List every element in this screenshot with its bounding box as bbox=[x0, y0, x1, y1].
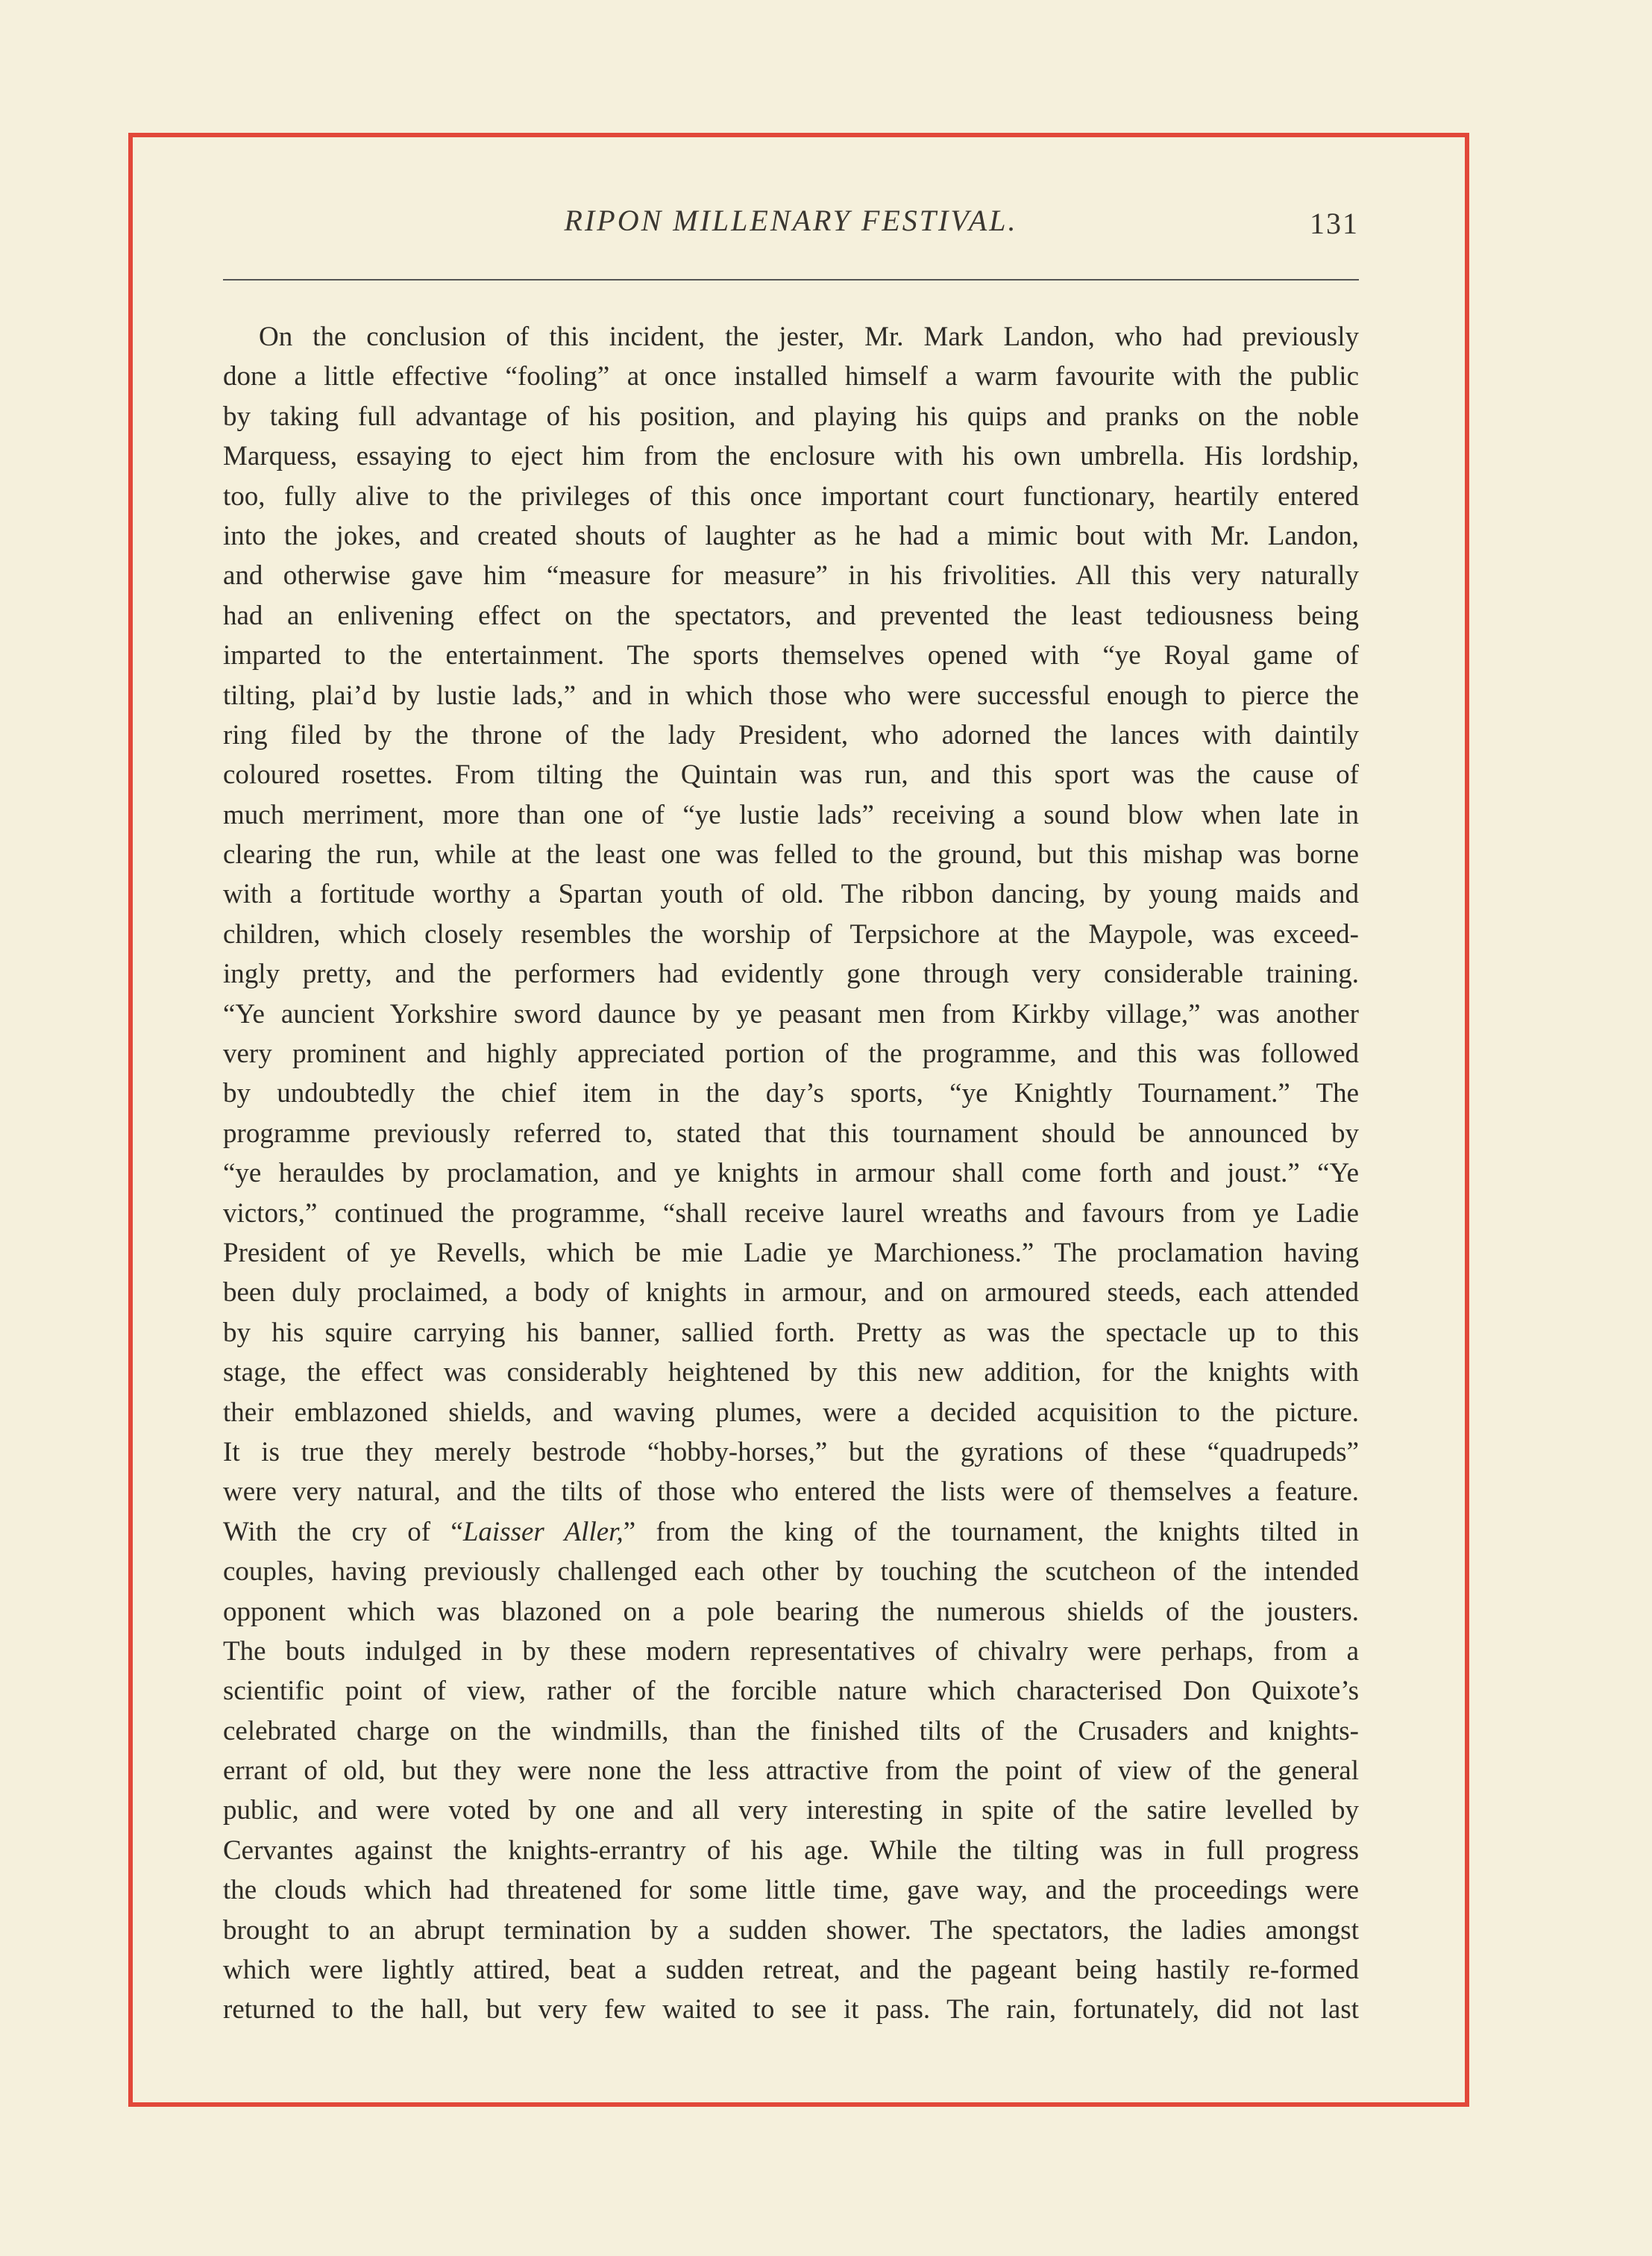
text-line: had an enlivening effect on the spectators, and prevented the least tediousness being bbox=[223, 600, 1359, 631]
text-segment: With the cry of “ bbox=[223, 1516, 463, 1547]
text-line: the clouds which had threatened for some little time, gave way, and the proceedings were bbox=[223, 1875, 1359, 1906]
text-line: On the conclusion of this incident, the jester, Mr. Mark Landon, who had previously bbox=[259, 322, 1359, 352]
text-line: been duly proclaimed, a body of knights in armour, and on armoured steeds, each attended bbox=[223, 1277, 1359, 1309]
text-line: imparted to the entertainment. The sports themselves opened with “ye Royal game of bbox=[223, 640, 1359, 671]
text-line: returned to the hall, but very few waited to see it pass. The rain, fortunately, did not last bbox=[223, 1994, 1359, 2025]
text-line: done a little effective “fooling” at once installed himself a warm favourite with the public bbox=[223, 361, 1359, 392]
text-line: children, which closely resembles the worship of Terpsichore at the Maypole, was exceed- bbox=[223, 918, 1359, 950]
text-line: coloured rosettes. From tilting the Quintain was run, and this sport was the cause of bbox=[223, 759, 1359, 791]
text-line bbox=[223, 1512, 1359, 1552]
text-line: The bouts indulged in by these modern representatives of chivalry were perhaps, from a bbox=[223, 1635, 1359, 1667]
text-line: tilting, plai’d by lustie lads,” and in which those who were successful enough to pierce the bbox=[223, 680, 1359, 711]
text-line: couples, having previously challenged each other by touching the scutcheon of the intended bbox=[223, 1556, 1359, 1588]
text-segment: ” from the king of the tournament, the knights tilted in bbox=[623, 1516, 1359, 1547]
running-title: RIPON MILLENARY FESTIVAL. bbox=[564, 204, 1018, 237]
text-line: with a fortitude worthy a Spartan youth of old. The ribbon dancing, by young maids and bbox=[223, 879, 1359, 910]
text-line: scientific point of view, rather of the forcible nature which characterised Don Quixote’s bbox=[223, 1676, 1359, 1707]
body-text bbox=[223, 317, 1359, 2030]
text-line: “Ye auncient Yorkshire sword daunce by ye peasant men from Kirkby village,” was another bbox=[223, 998, 1359, 1030]
header-rule bbox=[223, 279, 1359, 281]
text-line: opponent which was blazoned on a pole bearing the numerous shields of the jousters. bbox=[223, 1596, 1359, 1627]
text-line: ingly pretty, and the performers had evidently gone through very considerable training. bbox=[223, 959, 1359, 990]
page-number: 131 bbox=[1310, 207, 1359, 240]
text-line: by his squire carrying his banner, sallied forth. Pretty as was the spectacle up to this bbox=[223, 1317, 1359, 1348]
running-header bbox=[223, 203, 1359, 240]
text-line: Cervantes against the knights-errantry of his age. While the tilting was in full progress bbox=[223, 1834, 1359, 1866]
text-line: Marquess, essaying to eject him from the enclosure with his own umbrella. His lordship, bbox=[223, 441, 1359, 472]
text-line: too, fully alive to the privileges of this once important court functionary, heartily entered bbox=[223, 480, 1359, 512]
text-line: ring filed by the throne of the lady President, who adorned the lances with daintily bbox=[223, 719, 1359, 751]
text-line: President of ye Revells, which be mie Ladie ye Marchioness.” The proclamation having bbox=[223, 1237, 1359, 1268]
text-line: their emblazoned shields, and waving plumes, were a decided acquisition to the picture. bbox=[223, 1397, 1359, 1428]
text-line: victors,” continued the programme, “shall receive laurel wreaths and favours from ye Ladie bbox=[223, 1197, 1359, 1229]
text-line: and otherwise gave him “measure for measure” in his frivolities. All this very naturally bbox=[223, 560, 1359, 592]
text-line: brought to an abrupt termination by a sudden shower. The spectators, the ladies amongst bbox=[223, 1914, 1359, 1946]
text-line: errant of old, but they were none the less attractive from the point of view of the general bbox=[223, 1755, 1359, 1787]
text-line: which were lightly attired, beat a sudden retreat, and the pageant being hastily re-formed bbox=[223, 1955, 1359, 1986]
text-line: by taking full advantage of his position, and playing his quips and pranks on the noble bbox=[223, 401, 1359, 432]
text-line: into the jokes, and created shouts of laughter as he had a mimic bout with Mr. Landon, bbox=[223, 520, 1359, 551]
text-line: by undoubtedly the chief item in the day’s sports, “ye Knightly Tournament.” The bbox=[223, 1078, 1359, 1109]
text-line: celebrated charge on the windmills, than the finished tilts of the Crusaders and knights- bbox=[223, 1715, 1359, 1746]
text-line: “ye herauldes by proclamation, and ye knights in armour shall come forth and joust.” “Ye bbox=[223, 1158, 1359, 1189]
text-line: public, and were voted by one and all very interesting in spite of the satire levelled by bbox=[223, 1795, 1359, 1826]
italic-phrase: Laisser Aller, bbox=[462, 1516, 624, 1547]
text-line: much merriment, more than one of “ye lustie lads” receiving a sound blow when late in bbox=[223, 799, 1359, 830]
text-line: stage, the effect was considerably heightened by this new addition, for the knights with bbox=[223, 1357, 1359, 1388]
text-line: programme previously referred to, stated that this tournament should be announced by bbox=[223, 1118, 1359, 1149]
text-line: clearing the run, while at the least one was felled to the ground, but this mishap was borne bbox=[223, 839, 1359, 871]
text-line: It is true they merely bestrode “hobby-horses,” but the gyrations of these “quadrupeds” bbox=[223, 1436, 1359, 1467]
text-line: very prominent and highly appreciated portion of the programme, and this was followed bbox=[223, 1038, 1359, 1070]
text-line: were very natural, and the tilts of those who entered the lists were of themselves a feature. bbox=[223, 1476, 1359, 1508]
